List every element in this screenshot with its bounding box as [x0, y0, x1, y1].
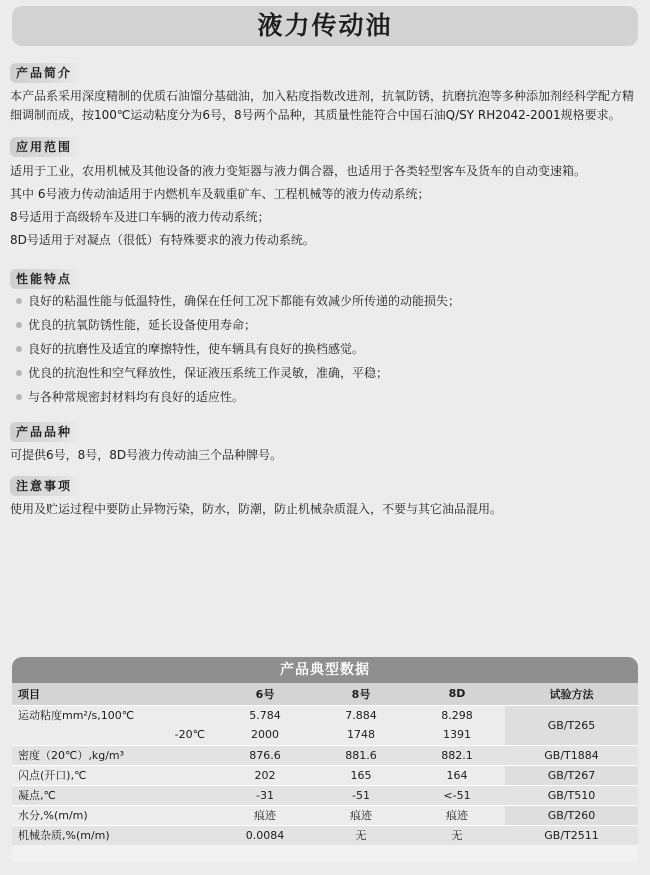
- section-heading-scope: 应用范围: [10, 137, 82, 157]
- section-heading-notes: 注意事项: [10, 476, 82, 496]
- bullet-icon: [16, 322, 22, 328]
- cell-name: -20℃: [12, 725, 217, 745]
- bullet-icon: [16, 370, 22, 376]
- cell-method: GB/T265: [505, 705, 638, 745]
- cell-value: 8.298: [409, 705, 505, 725]
- features-list: [10, 293, 642, 405]
- cell-value: 7.884: [313, 705, 409, 725]
- cell-method: GB/T267: [505, 765, 638, 785]
- cell-value: 882.1: [409, 745, 505, 765]
- cell-value: 痕迹: [313, 805, 409, 825]
- list-item: 与各种常规密封材料均有良好的适应性。: [10, 389, 642, 405]
- cell-value: 痕迹: [217, 805, 313, 825]
- cell-method: GB/T260: [505, 805, 638, 825]
- cell-name: 机械杂质,%(m/m): [12, 825, 217, 845]
- cell-value: 881.6: [313, 745, 409, 765]
- cell-value: 无: [409, 825, 505, 845]
- cell-value: 1748: [313, 725, 409, 745]
- cell-value: 164: [409, 765, 505, 785]
- header-6: 6号: [217, 683, 313, 705]
- list-item: 良好的抗磨性及适宜的摩擦特性，使车辆具有良好的换档感觉。: [10, 341, 642, 357]
- cell-value: 2000: [217, 725, 313, 745]
- scope-line-3: 8号适用于高级轿车及进口车辆的液力传动系统；: [10, 210, 270, 224]
- table-row: [12, 765, 638, 785]
- section-notes: [10, 475, 642, 519]
- cell-method: GB/T1884: [505, 745, 638, 765]
- header-8: 8号: [313, 683, 409, 705]
- section-heading-intro: 产品简介: [10, 63, 82, 83]
- cell-name: 闪点(开口),℃: [12, 765, 217, 785]
- section-varieties: [10, 421, 642, 465]
- cell-name: 凝点,℃: [12, 785, 217, 805]
- cell-value: 5.784: [217, 705, 313, 725]
- cell-value: 876.6: [217, 745, 313, 765]
- cell-value: <-51: [409, 785, 505, 805]
- scope-line-2: 其中 6号液力传动油适用于内燃机车及载重矿车、工程机械等的液力传动系统；: [10, 187, 430, 201]
- cell-name: 密度（20℃）,kg/m³: [12, 745, 217, 765]
- table-row: [12, 785, 638, 805]
- header-method: 试验方法: [505, 683, 638, 705]
- section-scope: [10, 136, 642, 249]
- header-8d: 8D: [409, 683, 505, 705]
- cell-name: 运动粘度mm²/s,100℃: [12, 705, 217, 725]
- section-heading-varieties: 产品品种: [10, 422, 82, 442]
- intro-text: 本产品系采用深度精制的优质石油馏分基础油，加入粘度指数改进剂，抗氧防锈，抗磨抗泡等多种添加剂经科学配方精细调制而成，按100℃运动粘度分为6号，8号两个品种，其质量性能符合中国石油Q/SY RH2042-2001规格要求。: [10, 89, 635, 122]
- section-intro: [10, 62, 642, 125]
- cell-value: 165: [313, 765, 409, 785]
- varieties-text: 可提供6号，8号，8D号液力传动油三个品种牌号。: [10, 448, 283, 462]
- cell-name: 水分,%(m/m): [12, 805, 217, 825]
- cell-value: 1391: [409, 725, 505, 745]
- typical-data-table: [12, 683, 638, 845]
- table-row: [12, 705, 638, 725]
- scope-line-1: 适用于工业，农用机械及其他设备的液力变矩器与液力偶合器，也适用于各类轻型客车及货车的自动变速箱。: [10, 164, 587, 178]
- bullet-icon: [16, 346, 22, 352]
- list-item: 优良的抗泡性和空气释放性，保证液压系统工作灵敏，准确，平稳；: [10, 365, 642, 381]
- header-item: 项目: [12, 683, 217, 705]
- section-heading-features: 性能特点: [10, 269, 82, 289]
- table-row: [12, 745, 638, 765]
- list-item: 优良的抗氧防锈性能，延长设备使用寿命；: [10, 317, 642, 333]
- scope-line-4: 8D号适用于对凝点（很低）有特殊要求的液力传动系统。: [10, 233, 315, 247]
- cell-value: 0.0084: [217, 825, 313, 845]
- table-header-row: [12, 683, 638, 705]
- cell-value: 202: [217, 765, 313, 785]
- page-title: 液力传动油: [12, 6, 638, 46]
- section-features: [10, 268, 642, 413]
- cell-value: -51: [313, 785, 409, 805]
- cell-value: 无: [313, 825, 409, 845]
- cell-value: 痕迹: [409, 805, 505, 825]
- bullet-icon: [16, 298, 22, 304]
- typical-data-panel: [12, 657, 638, 862]
- table-row: [12, 805, 638, 825]
- cell-value: -31: [217, 785, 313, 805]
- list-item: 良好的粘温性能与低温特性，确保在任何工况下都能有效减少所传递的动能损失；: [10, 293, 642, 309]
- bullet-icon: [16, 394, 22, 400]
- table-title: 产品典型数据: [12, 657, 638, 683]
- cell-method: GB/T2511: [505, 825, 638, 845]
- notes-text: 使用及贮运过程中要防止异物污染，防水，防潮，防止机械杂质混入，不要与其它油品混用。: [10, 502, 503, 516]
- table-row: [12, 825, 638, 845]
- cell-method: GB/T510: [505, 785, 638, 805]
